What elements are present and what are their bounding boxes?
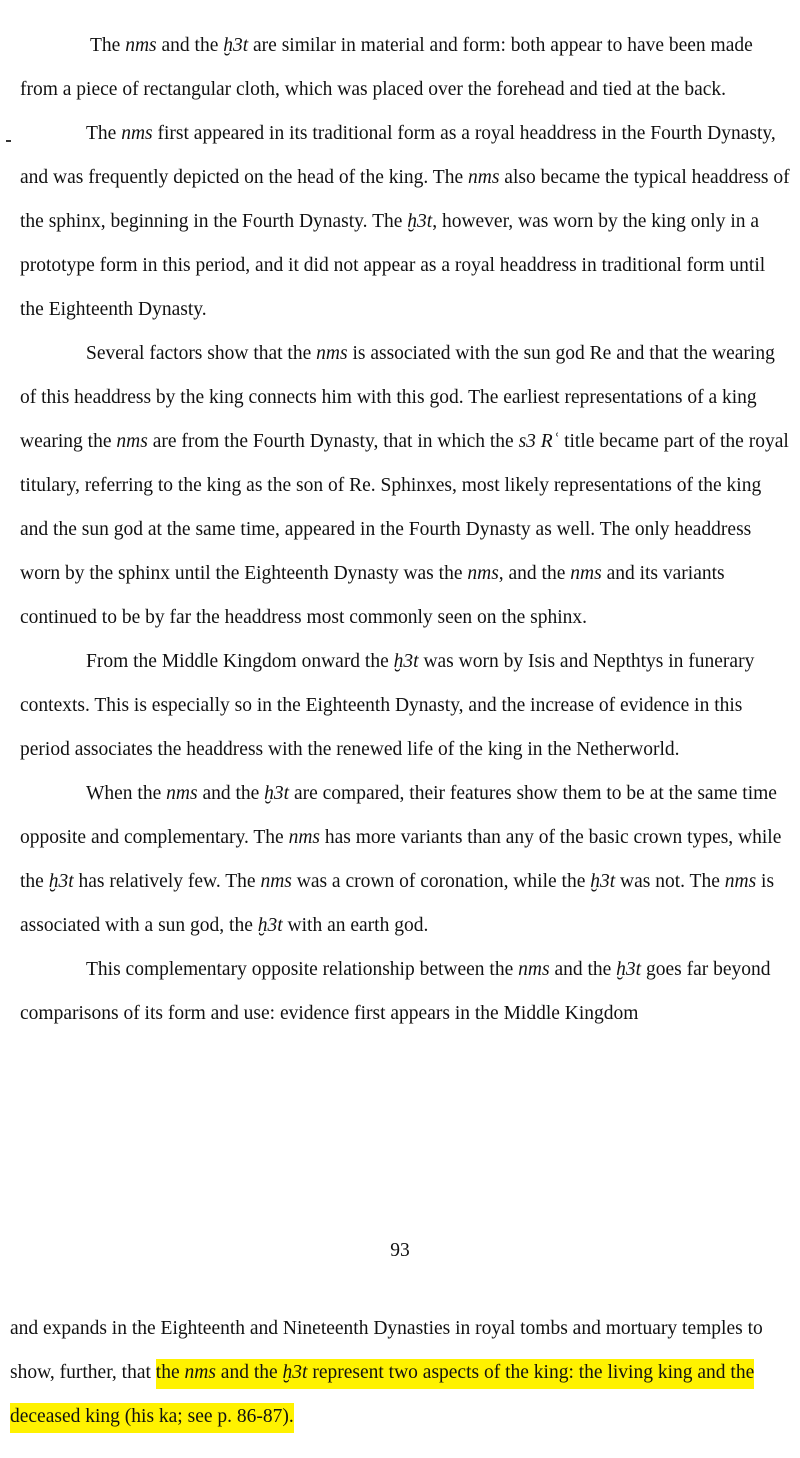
- term-nms: nms: [724, 871, 757, 892]
- term-h3t: ḫ3t: [616, 959, 642, 980]
- term-nms: nms: [166, 783, 198, 804]
- term-h3t: ḫ3t: [264, 783, 290, 804]
- paragraph-continuation: and expands in the Eighteenth and Nineteenth Dynasties in royal tombs and mortuary temples to show, further, that the nms and the ḫ3t represent two aspects of the king: the living king and the deceased king (his ka; see p. 86-87).: [10, 1307, 795, 1439]
- paragraph-3: Several factors show that the nms is associated with the sun god Re and that the wearing of this headdress by the king connects him with this god. The earliest representations of a king wearing the nms are from the Fourth Dynasty, that in which the s3 Rʿ title became part of the royal titulary, referring to the king as the son of Re. Sphinxes, most likely representations of the king and the sun god at the same time, appeared in the Fourth Dynasty as well. The only headdress worn by the sphinx until the Eighteenth Dynasty was the nms, and the nms and its variants continued to be by far the headdress most commonly seen on the sphinx.: [20, 343, 789, 628]
- term-h3t: ḫ3t: [590, 871, 616, 892]
- paragraph-4: From the Middle Kingdom onward the ḫ3t was worn by Isis and Nepthtys in funerary contexts. This is especially so in the Eighteenth Dynasty, and the increase of evidence in this period associates the headdress with the renewed life of the king in the Netherworld.: [20, 651, 755, 760]
- body-text: [20, 24, 790, 1036]
- term-nms: nms: [121, 123, 153, 144]
- page-number: 93: [390, 1240, 410, 1261]
- term-h3t: ḫ3t: [48, 871, 74, 892]
- term-nms: nms: [260, 871, 292, 892]
- margin-mark: [6, 140, 11, 142]
- term-nms: nms: [467, 563, 499, 584]
- paragraph-5: When the nms and the ḫ3t are compared, their features show them to be at the same time opposite and complementary. The nms has more variants than any of the basic crown types, while the ḫ3t has relatively few. The nms was a crown of coronation, while the ḫ3t was not. The nms is associated with a sun god, the ḫ3t with an earth god.: [20, 783, 782, 936]
- term-nms: nms: [316, 343, 348, 364]
- term-h3t: ḫ3t: [282, 1362, 308, 1383]
- term-h3t: ḫ3t: [257, 915, 283, 936]
- term-nms: nms: [570, 563, 602, 584]
- term-h3t: ḫ3t: [223, 35, 249, 56]
- term-nms: nms: [184, 1362, 216, 1383]
- term-nms: nms: [468, 167, 500, 188]
- continuation-text: [10, 1307, 795, 1439]
- paragraph-6: This complementary opposite relationship between the nms and the ḫ3t goes far beyond comparisons of its form and use: evidence first appears in the Middle Kingdom: [20, 959, 771, 1024]
- term-nms: nms: [116, 431, 148, 452]
- term-nms: nms: [518, 959, 550, 980]
- highlighted-text: the nms and the ḫ3t represent two aspects of the king: the living king and the deceased king (his ka; see p. 86-87).: [10, 1359, 754, 1433]
- term-h3t: ḫ3t: [393, 651, 419, 672]
- term-s3r: s3 Rʿ: [518, 431, 560, 452]
- paragraph-1: The nms and the ḫ3t are similar in material and form: both appear to have been made from a piece of rectangular cloth, which was placed over the forehead and tied at the back.: [20, 35, 753, 100]
- term-nms: nms: [288, 827, 321, 848]
- term-h3t: ḫ3t: [407, 211, 433, 232]
- term-nms: nms: [125, 35, 157, 56]
- paragraph-2: The nms first appeared in its traditional form as a royal headdress in the Fourth Dynasty, and was frequently depicted on the head of the king. The nms also became the typical headdress of the sphinx, beginning in the Fourth Dynasty. The ḫ3t, however, was worn by the king only in a prototype form in this period, and it did not appear as a royal headdress in traditional form until the Eighteenth Dynasty.: [20, 123, 790, 320]
